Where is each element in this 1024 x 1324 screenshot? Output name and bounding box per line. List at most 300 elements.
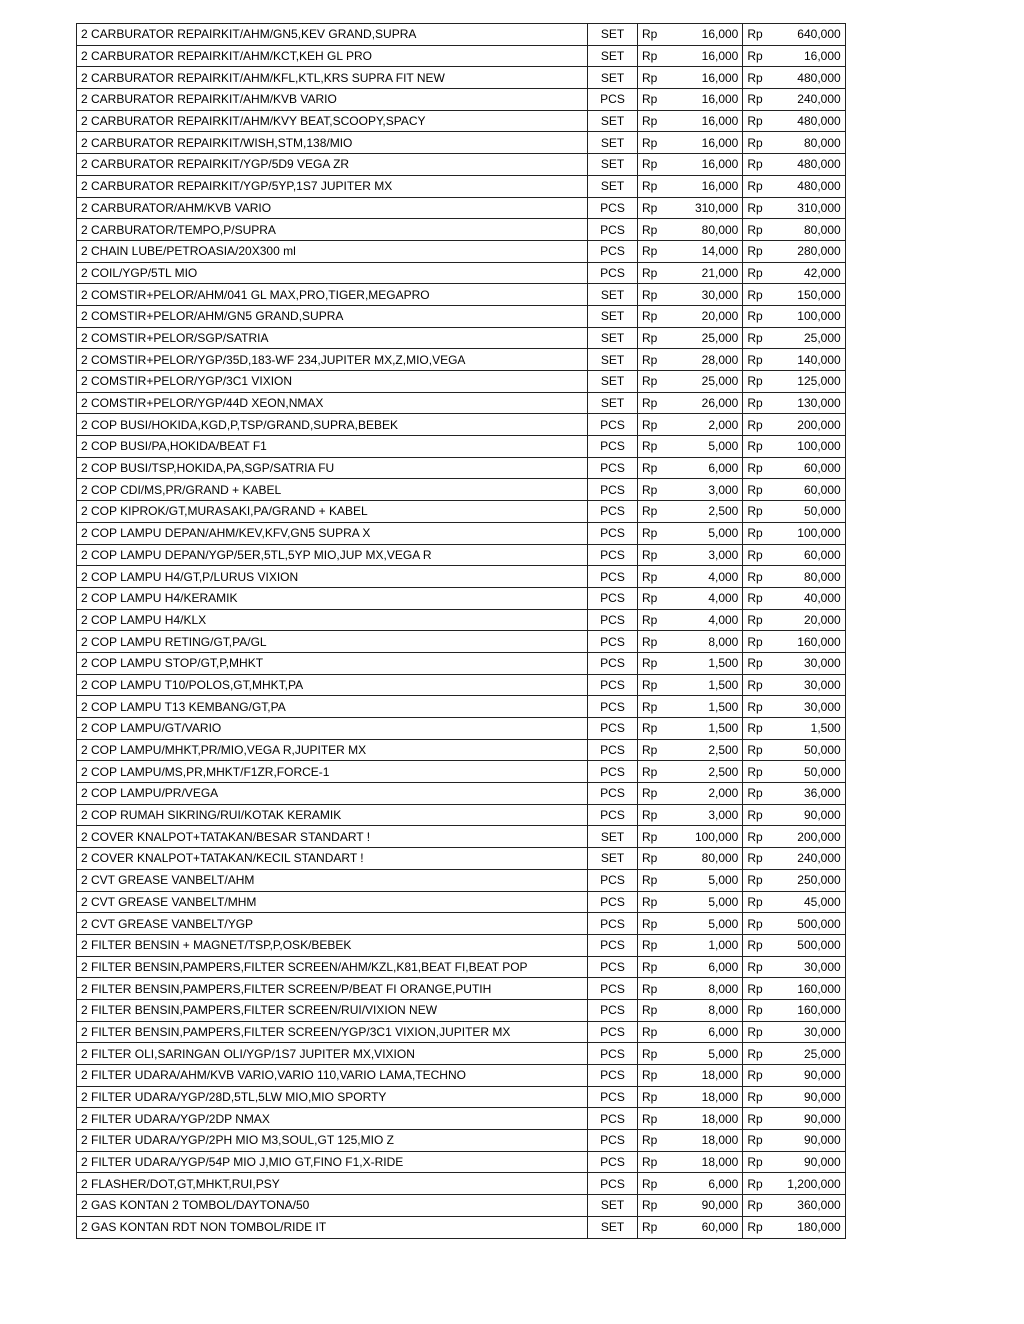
total-amount: 42,000	[767, 262, 846, 284]
total-amount: 640,000	[767, 24, 846, 46]
table-row	[77, 1021, 846, 1043]
unit-price: 2,500	[661, 739, 743, 761]
unit-price: 25,000	[661, 371, 743, 393]
item-description: 2 FLASHER/DOT,GT,MHKT,RUI,PSY	[77, 1173, 588, 1195]
table-row	[77, 674, 846, 696]
table-row	[77, 631, 846, 653]
item-description: 2 COP CDI/MS,PR/GRAND + KABEL	[77, 479, 588, 501]
total-amount: 125,000	[767, 371, 846, 393]
total-currency: Rp	[743, 219, 767, 241]
table-row	[77, 934, 846, 956]
item-description: 2 FILTER UDARA/YGP/2PH MIO M3,SOUL,GT 125,MIO Z	[77, 1130, 588, 1152]
price-list-table	[76, 23, 846, 1239]
total-amount: 30,000	[767, 674, 846, 696]
unit-price: 2,500	[661, 501, 743, 523]
total-amount: 30,000	[767, 652, 846, 674]
total-currency: Rp	[743, 240, 767, 262]
total-currency: Rp	[743, 826, 767, 848]
table-row	[77, 371, 846, 393]
unit-price: 5,000	[661, 436, 743, 458]
item-unit: PCS	[588, 978, 638, 1000]
item-description: 2 FILTER OLI,SARINGAN OLI/YGP/1S7 JUPITER MX,VIXION	[77, 1043, 588, 1065]
unit-price: 8,000	[661, 978, 743, 1000]
item-description: 2 CARBURATOR REPAIRKIT/WISH,STM,138/MIO	[77, 132, 588, 154]
price-currency: Rp	[638, 89, 662, 111]
total-amount: 160,000	[767, 978, 846, 1000]
item-unit: SET	[588, 132, 638, 154]
unit-price: 2,000	[661, 783, 743, 805]
total-currency: Rp	[743, 587, 767, 609]
item-unit: PCS	[588, 739, 638, 761]
total-currency: Rp	[743, 718, 767, 740]
price-currency: Rp	[638, 718, 662, 740]
table-row	[77, 284, 846, 306]
item-description: 2 COMSTIR+PELOR/AHM/041 GL MAX,PRO,TIGER,MEGAPRO	[77, 284, 588, 306]
price-currency: Rp	[638, 501, 662, 523]
item-unit: PCS	[588, 1130, 638, 1152]
item-unit: PCS	[588, 891, 638, 913]
item-description: 2 COMSTIR+PELOR/YGP/3C1 VIXION	[77, 371, 588, 393]
price-currency: Rp	[638, 804, 662, 826]
unit-price: 1,500	[661, 696, 743, 718]
total-currency: Rp	[743, 1216, 767, 1238]
price-currency: Rp	[638, 1173, 662, 1195]
price-currency: Rp	[638, 67, 662, 89]
item-unit: PCS	[588, 609, 638, 631]
item-unit: SET	[588, 305, 638, 327]
item-description: 2 FILTER BENSIN,PAMPERS,FILTER SCREEN/AHM/KZL,K81,BEAT FI,BEAT POP	[77, 956, 588, 978]
total-currency: Rp	[743, 89, 767, 111]
table-row	[77, 501, 846, 523]
total-currency: Rp	[743, 327, 767, 349]
table-row	[77, 175, 846, 197]
unit-price: 20,000	[661, 305, 743, 327]
total-currency: Rp	[743, 175, 767, 197]
total-currency: Rp	[743, 631, 767, 653]
unit-price: 6,000	[661, 1021, 743, 1043]
item-description: 2 FILTER UDARA/YGP/2DP NMAX	[77, 1108, 588, 1130]
total-amount: 500,000	[767, 913, 846, 935]
total-currency: Rp	[743, 804, 767, 826]
price-currency: Rp	[638, 609, 662, 631]
total-currency: Rp	[743, 392, 767, 414]
item-unit: SET	[588, 371, 638, 393]
total-amount: 100,000	[767, 522, 846, 544]
table-row	[77, 978, 846, 1000]
table-row	[77, 132, 846, 154]
price-list-body	[77, 24, 846, 1239]
unit-price: 5,000	[661, 869, 743, 891]
price-currency: Rp	[638, 45, 662, 67]
item-description: 2 COP LAMPU T10/POLOS,GT,MHKT,PA	[77, 674, 588, 696]
item-description: 2 CARBURATOR REPAIRKIT/AHM/KVY BEAT,SCOOPY,SPACY	[77, 110, 588, 132]
table-row	[77, 1130, 846, 1152]
item-unit: SET	[588, 67, 638, 89]
total-currency: Rp	[743, 154, 767, 176]
total-amount: 360,000	[767, 1195, 846, 1217]
unit-price: 18,000	[661, 1151, 743, 1173]
item-description: 2 COP LAMPU/MHKT,PR/MIO,VEGA R,JUPITER MX	[77, 739, 588, 761]
item-unit: PCS	[588, 1021, 638, 1043]
total-currency: Rp	[743, 1108, 767, 1130]
total-amount: 500,000	[767, 934, 846, 956]
price-currency: Rp	[638, 110, 662, 132]
total-amount: 90,000	[767, 1151, 846, 1173]
price-currency: Rp	[638, 479, 662, 501]
table-row	[77, 609, 846, 631]
total-currency: Rp	[743, 783, 767, 805]
total-currency: Rp	[743, 1021, 767, 1043]
item-unit: PCS	[588, 566, 638, 588]
total-currency: Rp	[743, 262, 767, 284]
price-currency: Rp	[638, 457, 662, 479]
item-description: 2 COVER KNALPOT+TATAKAN/BESAR STANDART !	[77, 826, 588, 848]
table-row	[77, 652, 846, 674]
price-currency: Rp	[638, 1065, 662, 1087]
item-unit: PCS	[588, 587, 638, 609]
total-amount: 480,000	[767, 67, 846, 89]
item-description: 2 COP LAMPU/MS,PR,MHKT/F1ZR,FORCE-1	[77, 761, 588, 783]
price-currency: Rp	[638, 631, 662, 653]
item-description: 2 CARBURATOR/AHM/KVB VARIO	[77, 197, 588, 219]
item-unit: PCS	[588, 1108, 638, 1130]
unit-price: 16,000	[661, 154, 743, 176]
total-currency: Rp	[743, 848, 767, 870]
total-currency: Rp	[743, 544, 767, 566]
unit-price: 310,000	[661, 197, 743, 219]
item-description: 2 COP LAMPU H4/KLX	[77, 609, 588, 631]
total-currency: Rp	[743, 1151, 767, 1173]
price-currency: Rp	[638, 956, 662, 978]
item-description: 2 CARBURATOR REPAIRKIT/AHM/KFL,KTL,KRS SUPRA FIT NEW	[77, 67, 588, 89]
total-amount: 30,000	[767, 696, 846, 718]
table-row	[77, 24, 846, 46]
item-description: 2 CARBURATOR REPAIRKIT/AHM/KVB VARIO	[77, 89, 588, 111]
total-currency: Rp	[743, 1043, 767, 1065]
item-description: 2 CARBURATOR REPAIRKIT/YGP/5YP,1S7 JUPITER MX	[77, 175, 588, 197]
table-row	[77, 305, 846, 327]
item-unit: SET	[588, 848, 638, 870]
table-row	[77, 154, 846, 176]
total-amount: 200,000	[767, 414, 846, 436]
price-currency: Rp	[638, 1043, 662, 1065]
item-description: 2 COIL/YGP/5TL MIO	[77, 262, 588, 284]
total-amount: 240,000	[767, 848, 846, 870]
total-currency: Rp	[743, 45, 767, 67]
price-currency: Rp	[638, 674, 662, 696]
total-amount: 250,000	[767, 869, 846, 891]
item-unit: PCS	[588, 89, 638, 111]
item-unit: PCS	[588, 1086, 638, 1108]
total-currency: Rp	[743, 479, 767, 501]
item-description: 2 COP LAMPU/GT/VARIO	[77, 718, 588, 740]
unit-price: 18,000	[661, 1065, 743, 1087]
total-amount: 1,200,000	[767, 1173, 846, 1195]
total-amount: 130,000	[767, 392, 846, 414]
total-amount: 160,000	[767, 999, 846, 1021]
total-currency: Rp	[743, 652, 767, 674]
unit-price: 6,000	[661, 956, 743, 978]
total-amount: 80,000	[767, 132, 846, 154]
price-currency: Rp	[638, 436, 662, 458]
price-currency: Rp	[638, 761, 662, 783]
table-row	[77, 522, 846, 544]
total-currency: Rp	[743, 110, 767, 132]
price-currency: Rp	[638, 869, 662, 891]
total-amount: 100,000	[767, 305, 846, 327]
total-amount: 80,000	[767, 566, 846, 588]
price-currency: Rp	[638, 240, 662, 262]
item-unit: PCS	[588, 479, 638, 501]
total-currency: Rp	[743, 197, 767, 219]
price-currency: Rp	[638, 175, 662, 197]
total-amount: 36,000	[767, 783, 846, 805]
item-description: 2 COMSTIR+PELOR/AHM/GN5 GRAND,SUPRA	[77, 305, 588, 327]
table-row	[77, 436, 846, 458]
unit-price: 4,000	[661, 609, 743, 631]
item-description: 2 COP LAMPU RETING/GT,PA/GL	[77, 631, 588, 653]
table-row	[77, 197, 846, 219]
price-currency: Rp	[638, 544, 662, 566]
total-amount: 480,000	[767, 110, 846, 132]
unit-price: 1,000	[661, 934, 743, 956]
table-row	[77, 869, 846, 891]
total-amount: 1,500	[767, 718, 846, 740]
unit-price: 4,000	[661, 566, 743, 588]
item-unit: PCS	[588, 934, 638, 956]
total-amount: 30,000	[767, 956, 846, 978]
item-description: 2 FILTER UDARA/YGP/54P MIO J,MIO GT,FINO F1,X-RIDE	[77, 1151, 588, 1173]
item-unit: PCS	[588, 1043, 638, 1065]
price-currency: Rp	[638, 262, 662, 284]
total-currency: Rp	[743, 761, 767, 783]
item-description: 2 COMSTIR+PELOR/SGP/SATRIA	[77, 327, 588, 349]
item-unit: PCS	[588, 674, 638, 696]
table-row	[77, 479, 846, 501]
item-unit: SET	[588, 24, 638, 46]
table-row	[77, 891, 846, 913]
price-currency: Rp	[638, 522, 662, 544]
unit-price: 8,000	[661, 631, 743, 653]
price-currency: Rp	[638, 696, 662, 718]
table-row	[77, 696, 846, 718]
unit-price: 5,000	[661, 891, 743, 913]
total-currency: Rp	[743, 869, 767, 891]
item-description: 2 COP LAMPU STOP/GT,P,MHKT	[77, 652, 588, 674]
price-currency: Rp	[638, 1151, 662, 1173]
price-currency: Rp	[638, 414, 662, 436]
price-currency: Rp	[638, 978, 662, 1000]
table-row	[77, 718, 846, 740]
item-unit: PCS	[588, 718, 638, 740]
unit-price: 90,000	[661, 1195, 743, 1217]
item-description: 2 CVT GREASE VANBELT/YGP	[77, 913, 588, 935]
price-currency: Rp	[638, 934, 662, 956]
table-row	[77, 219, 846, 241]
table-row	[77, 999, 846, 1021]
item-unit: PCS	[588, 869, 638, 891]
item-unit: SET	[588, 110, 638, 132]
total-amount: 90,000	[767, 1108, 846, 1130]
table-row	[77, 45, 846, 67]
total-amount: 480,000	[767, 175, 846, 197]
total-amount: 40,000	[767, 587, 846, 609]
total-amount: 30,000	[767, 1021, 846, 1043]
total-amount: 100,000	[767, 436, 846, 458]
unit-price: 16,000	[661, 132, 743, 154]
item-description: 2 FILTER UDARA/AHM/KVB VARIO,VARIO 110,VARIO LAMA,TECHNO	[77, 1065, 588, 1087]
total-amount: 160,000	[767, 631, 846, 653]
total-amount: 310,000	[767, 197, 846, 219]
total-amount: 280,000	[767, 240, 846, 262]
table-row	[77, 587, 846, 609]
total-amount: 90,000	[767, 1130, 846, 1152]
table-row	[77, 783, 846, 805]
item-description: 2 GAS KONTAN 2 TOMBOL/DAYTONA/50	[77, 1195, 588, 1217]
price-currency: Rp	[638, 24, 662, 46]
item-unit: PCS	[588, 544, 638, 566]
total-amount: 16,000	[767, 45, 846, 67]
total-amount: 90,000	[767, 804, 846, 826]
table-row	[77, 414, 846, 436]
total-amount: 140,000	[767, 349, 846, 371]
unit-price: 3,000	[661, 544, 743, 566]
price-currency: Rp	[638, 566, 662, 588]
total-currency: Rp	[743, 999, 767, 1021]
table-row	[77, 1043, 846, 1065]
total-currency: Rp	[743, 371, 767, 393]
total-amount: 50,000	[767, 761, 846, 783]
unit-price: 26,000	[661, 392, 743, 414]
table-row	[77, 240, 846, 262]
price-currency: Rp	[638, 219, 662, 241]
item-description: 2 COP LAMPU DEPAN/AHM/KEV,KFV,GN5 SUPRA X	[77, 522, 588, 544]
item-unit: SET	[588, 392, 638, 414]
unit-price: 8,000	[661, 999, 743, 1021]
unit-price: 6,000	[661, 1173, 743, 1195]
item-description: 2 CHAIN LUBE/PETROASIA/20X300 ml	[77, 240, 588, 262]
total-amount: 50,000	[767, 501, 846, 523]
table-row	[77, 89, 846, 111]
table-row	[77, 848, 846, 870]
item-unit: PCS	[588, 414, 638, 436]
item-unit: PCS	[588, 761, 638, 783]
unit-price: 18,000	[661, 1108, 743, 1130]
item-description: 2 CVT GREASE VANBELT/AHM	[77, 869, 588, 891]
unit-price: 16,000	[661, 24, 743, 46]
total-currency: Rp	[743, 1086, 767, 1108]
item-unit: PCS	[588, 913, 638, 935]
price-currency: Rp	[638, 132, 662, 154]
unit-price: 18,000	[661, 1086, 743, 1108]
table-row	[77, 1065, 846, 1087]
total-amount: 180,000	[767, 1216, 846, 1238]
table-row	[77, 913, 846, 935]
price-currency: Rp	[638, 1021, 662, 1043]
unit-price: 6,000	[661, 457, 743, 479]
price-currency: Rp	[638, 1130, 662, 1152]
item-unit: PCS	[588, 631, 638, 653]
total-currency: Rp	[743, 24, 767, 46]
price-currency: Rp	[638, 371, 662, 393]
total-amount: 200,000	[767, 826, 846, 848]
price-currency: Rp	[638, 197, 662, 219]
price-currency: Rp	[638, 652, 662, 674]
total-currency: Rp	[743, 913, 767, 935]
unit-price: 80,000	[661, 219, 743, 241]
price-currency: Rp	[638, 1195, 662, 1217]
item-unit: PCS	[588, 696, 638, 718]
price-currency: Rp	[638, 327, 662, 349]
price-currency: Rp	[638, 305, 662, 327]
total-currency: Rp	[743, 891, 767, 913]
item-unit: PCS	[588, 219, 638, 241]
total-currency: Rp	[743, 67, 767, 89]
table-row	[77, 956, 846, 978]
unit-price: 30,000	[661, 284, 743, 306]
item-description: 2 FILTER UDARA/YGP/28D,5TL,5LW MIO,MIO SPORTY	[77, 1086, 588, 1108]
unit-price: 16,000	[661, 175, 743, 197]
total-amount: 25,000	[767, 1043, 846, 1065]
item-description: 2 COP LAMPU H4/KERAMIK	[77, 587, 588, 609]
unit-price: 5,000	[661, 1043, 743, 1065]
unit-price: 2,000	[661, 414, 743, 436]
unit-price: 16,000	[661, 67, 743, 89]
item-unit: PCS	[588, 1065, 638, 1087]
item-unit: SET	[588, 1195, 638, 1217]
total-amount: 480,000	[767, 154, 846, 176]
total-currency: Rp	[743, 1173, 767, 1195]
price-currency: Rp	[638, 349, 662, 371]
item-unit: PCS	[588, 457, 638, 479]
item-unit: PCS	[588, 1173, 638, 1195]
total-amount: 60,000	[767, 479, 846, 501]
price-currency: Rp	[638, 783, 662, 805]
total-currency: Rp	[743, 1065, 767, 1087]
unit-price: 16,000	[661, 110, 743, 132]
table-row	[77, 1086, 846, 1108]
unit-price: 18,000	[661, 1130, 743, 1152]
unit-price: 3,000	[661, 479, 743, 501]
item-unit: PCS	[588, 262, 638, 284]
unit-price: 1,500	[661, 674, 743, 696]
total-currency: Rp	[743, 934, 767, 956]
unit-price: 25,000	[661, 327, 743, 349]
table-row	[77, 327, 846, 349]
table-row	[77, 739, 846, 761]
total-currency: Rp	[743, 284, 767, 306]
item-description: 2 FILTER BENSIN + MAGNET/TSP,P,OSK/BEBEK	[77, 934, 588, 956]
item-description: 2 CARBURATOR REPAIRKIT/AHM/GN5,KEV GRAND,SUPRA	[77, 24, 588, 46]
item-unit: SET	[588, 349, 638, 371]
item-description: 2 COMSTIR+PELOR/YGP/44D XEON,NMAX	[77, 392, 588, 414]
item-unit: PCS	[588, 436, 638, 458]
item-unit: PCS	[588, 197, 638, 219]
item-description: 2 COP RUMAH SIKRING/RUI/KOTAK KERAMIK	[77, 804, 588, 826]
item-description: 2 CARBURATOR/TEMPO,P/SUPRA	[77, 219, 588, 241]
price-currency: Rp	[638, 1086, 662, 1108]
total-currency: Rp	[743, 414, 767, 436]
total-currency: Rp	[743, 609, 767, 631]
item-unit: SET	[588, 327, 638, 349]
total-currency: Rp	[743, 501, 767, 523]
table-row	[77, 804, 846, 826]
price-currency: Rp	[638, 913, 662, 935]
price-currency: Rp	[638, 848, 662, 870]
total-amount: 240,000	[767, 89, 846, 111]
price-currency: Rp	[638, 392, 662, 414]
total-amount: 90,000	[767, 1065, 846, 1087]
